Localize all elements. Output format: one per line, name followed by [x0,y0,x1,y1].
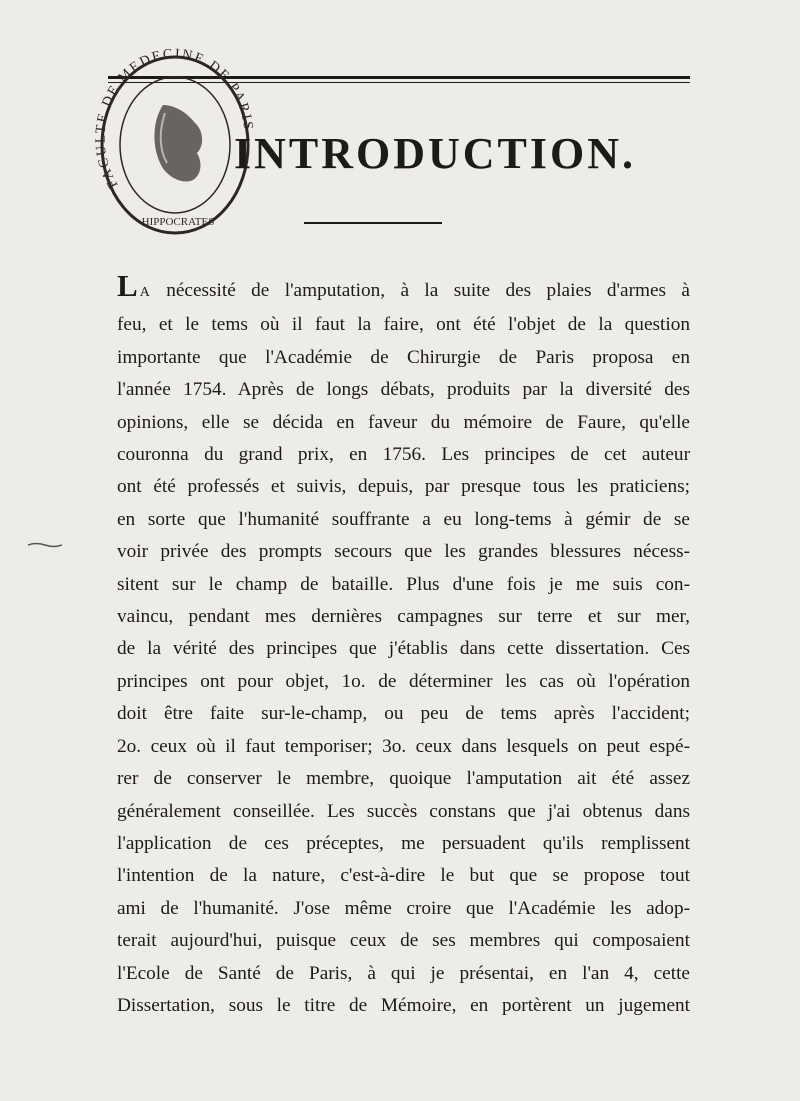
introduction-body [117,270,690,1022]
body-line: opinions, elle se décida en faveur du mémoire de Faure, qu'elle [117,411,690,433]
body-line: ami de l'humanité. J'ose même croire que l'Académie les adop- [117,897,690,919]
body-line: l'Ecole de Santé de Paris, à qui je présentai, en l'an 4, cette [117,962,690,984]
body-line: l'année 1754. Après de longs débats, produits par la diversité des [117,379,690,401]
margin-smudge [28,535,62,539]
body-line: de la vérité des principes que j'établis dans cette dissertation. Ces [117,638,690,660]
body-line: Dissertation, sous le titre de Mémoire, en portèrent un jugement [117,994,690,1016]
body-line: doit être faite sur-le-champ, ou peu de tems après l'accident; [117,703,690,725]
body-line: sitent sur le champ de bataille. Plus d'une fois je me suis con- [117,573,690,595]
body-line: 2o. ceux où il faut temporiser; 3o. ceux dans lesquels on peut espé- [117,735,690,757]
page-title: INTRODUCTION. [233,129,637,178]
body-line: ont été professés et suivis, depuis, par presque tous les praticiens; [117,476,690,498]
body-text-0: nécessité de l'amputation, à la suite des plaies d'armes à [166,280,690,301]
title-underline [304,222,442,224]
body-line: couronna du grand prix, en 1756. Les principes de cet auteur [117,444,690,466]
body-line: terait aujourd'hui, puisque ceux de ses membres qui composaient [117,930,690,952]
body-line: généralement conseillée. Les succès constans que j'ai obtenus dans [117,800,690,822]
stamp-bottom-text: HIPPOCRATES [141,216,215,228]
drop-cap-rest: A [139,285,151,300]
drop-cap: L [117,268,140,303]
stamp-ring-textpath: FACULTE DE MEDECINE DE PARIS [93,46,256,191]
body-line-1 [117,270,690,309]
body-line: voir privée des prompts secours que les grandes blessures nécess- [117,541,690,563]
body-line: principes ont pour objet, 1o. de déterminer les cas où l'opération [117,670,690,692]
body-line: feu, et le tems où il faut la faire, ont été l'objet de la question [117,314,690,336]
body-line: vaincu, pendant mes dernières campagnes sur terre et sur mer, [117,606,690,628]
body-line: en sorte que l'humanité souffrante a eu long-tems à gémir de se [117,508,690,530]
body-line: l'application de ces préceptes, me persuadent qu'ils remplissent [117,832,690,854]
body-line: rer de conserver le membre, quoique l'amputation ait été assez [117,768,690,790]
body-line: importante que l'Académie de Chirurgie de Paris proposa en [117,346,690,368]
body-line: l'intention de la nature, c'est-à-dire le but que se propose tout [117,865,690,887]
